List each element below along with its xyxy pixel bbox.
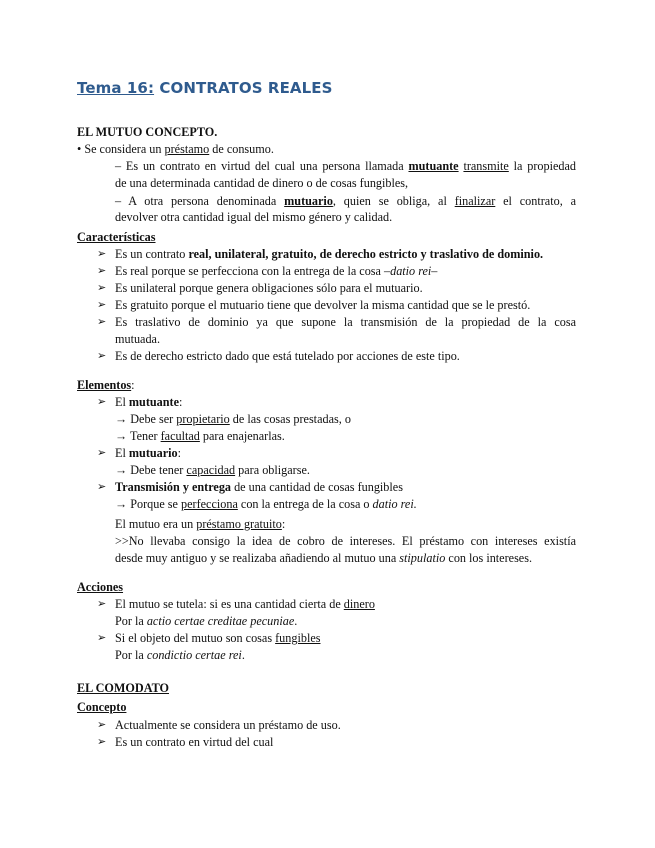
- elemento-mutuante-sub1: → Debe ser propietario de las cosas prestadas, o: [115, 412, 351, 426]
- elemento-transmision-sub1: → Porque se perfecciona con la entrega de la cosa o datio rei.: [115, 497, 417, 511]
- caracteristica-item-cont: mutuada.: [115, 332, 161, 346]
- title-prefix: Tema 16:: [77, 79, 155, 97]
- arrow-bullet-icon: ➢: [97, 598, 107, 610]
- arrow-bullet-icon: ➢: [97, 299, 107, 311]
- accion-item: Si el objeto del mutuo son cosas fungibles: [115, 631, 321, 645]
- arrow-bullet-icon: ➢: [97, 248, 107, 260]
- caracteristica-item: Es de derecho estricto dado que está tutelado por acciones de este tipo.: [115, 349, 460, 363]
- mutuo-def1-line1: – Es un contrato en virtud del cual una persona llamada mutuante transmite la propiedad: [115, 159, 576, 173]
- elementos-nota2-line1: >>No llevaba consigo la idea de cobro de intereses. El préstamo con intereses existía: [115, 534, 576, 548]
- arrow-bullet-icon: ➢: [97, 447, 107, 459]
- elementos-nota2-line2: desde muy antiguo y se realizaba añadiendo al mutuo una stipulatio con los intereses.: [115, 551, 533, 565]
- caracteristica-item: Es real porque se perfecciona con la entrega de la cosa –datio rei–: [115, 264, 438, 278]
- arrow-bullet-icon: ➢: [97, 632, 107, 644]
- caracteristica-item: Es unilateral porque genera obligaciones sólo para el mutuario.: [115, 281, 423, 295]
- subheading-caracteristicas: Características: [77, 230, 156, 244]
- arrow-bullet-icon: ➢: [97, 481, 107, 493]
- arrow-bullet-icon: ➢: [97, 316, 107, 328]
- page-title: [77, 78, 333, 98]
- caracteristica-item: Es traslativo de dominio ya que supone la transmisión de la propiedad de la cosa: [115, 315, 576, 329]
- arrow-bullet-icon: ➢: [97, 736, 107, 748]
- accion-item: El mutuo se tutela: si es una cantidad cierta de dinero: [115, 597, 375, 611]
- elementos-nota1: El mutuo era un préstamo gratuito:: [115, 517, 286, 531]
- caracteristica-item: Es gratuito porque el mutuario tiene que devolver la misma cantidad que se le prestó.: [115, 298, 531, 312]
- accion-item-sub: Por la actio certae creditae pecuniae.: [115, 614, 298, 628]
- arrow-bullet-icon: ➢: [97, 350, 107, 362]
- mutuo-intro: • Se considera un préstamo de consumo.: [77, 142, 274, 156]
- subheading-concepto: Concepto: [77, 700, 127, 714]
- subheading-elementos: Elementos:: [77, 378, 135, 392]
- mutuo-def2-line1: – A otra persona denominada mutuario, quien se obliga, al finalizar el contrato, a: [115, 194, 576, 208]
- mutuo-def1-line2: de una determinada cantidad de dinero o de cosas fungibles,: [115, 176, 409, 190]
- comodato-item: Es un contrato en virtud del cual: [115, 735, 274, 749]
- arrow-bullet-icon: ➢: [97, 265, 107, 277]
- elemento-transmision: Transmisión y entrega de una cantidad de cosas fungibles: [115, 480, 403, 494]
- section-heading-comodato: EL COMODATO: [77, 681, 169, 695]
- elemento-mutuario: El mutuario:: [115, 446, 182, 460]
- comodato-item: Actualmente se considera un préstamo de uso.: [115, 718, 341, 732]
- arrow-bullet-icon: ➢: [97, 719, 107, 731]
- accion-item-sub: Por la condictio certae rei.: [115, 648, 245, 662]
- mutuo-def2-line2: devolver otra cantidad igual del mismo género y calidad.: [115, 210, 393, 224]
- elemento-mutuario-sub1: → Debe tener capacidad para obligarse.: [115, 463, 310, 477]
- title-rest: CONTRATOS REALES: [154, 79, 333, 97]
- arrow-bullet-icon: ➢: [97, 396, 107, 408]
- section-heading-mutuo: EL MUTUO CONCEPTO.: [77, 125, 218, 139]
- subheading-acciones: Acciones: [77, 580, 124, 594]
- arrow-bullet-icon: ➢: [97, 282, 107, 294]
- caracteristica-item: Es un contrato real, unilateral, gratuito, de derecho estricto y traslativo de dominio.: [115, 247, 544, 261]
- elemento-mutuante: El mutuante:: [115, 395, 183, 409]
- elemento-mutuante-sub2: → Tener facultad para enajenarlas.: [115, 429, 285, 443]
